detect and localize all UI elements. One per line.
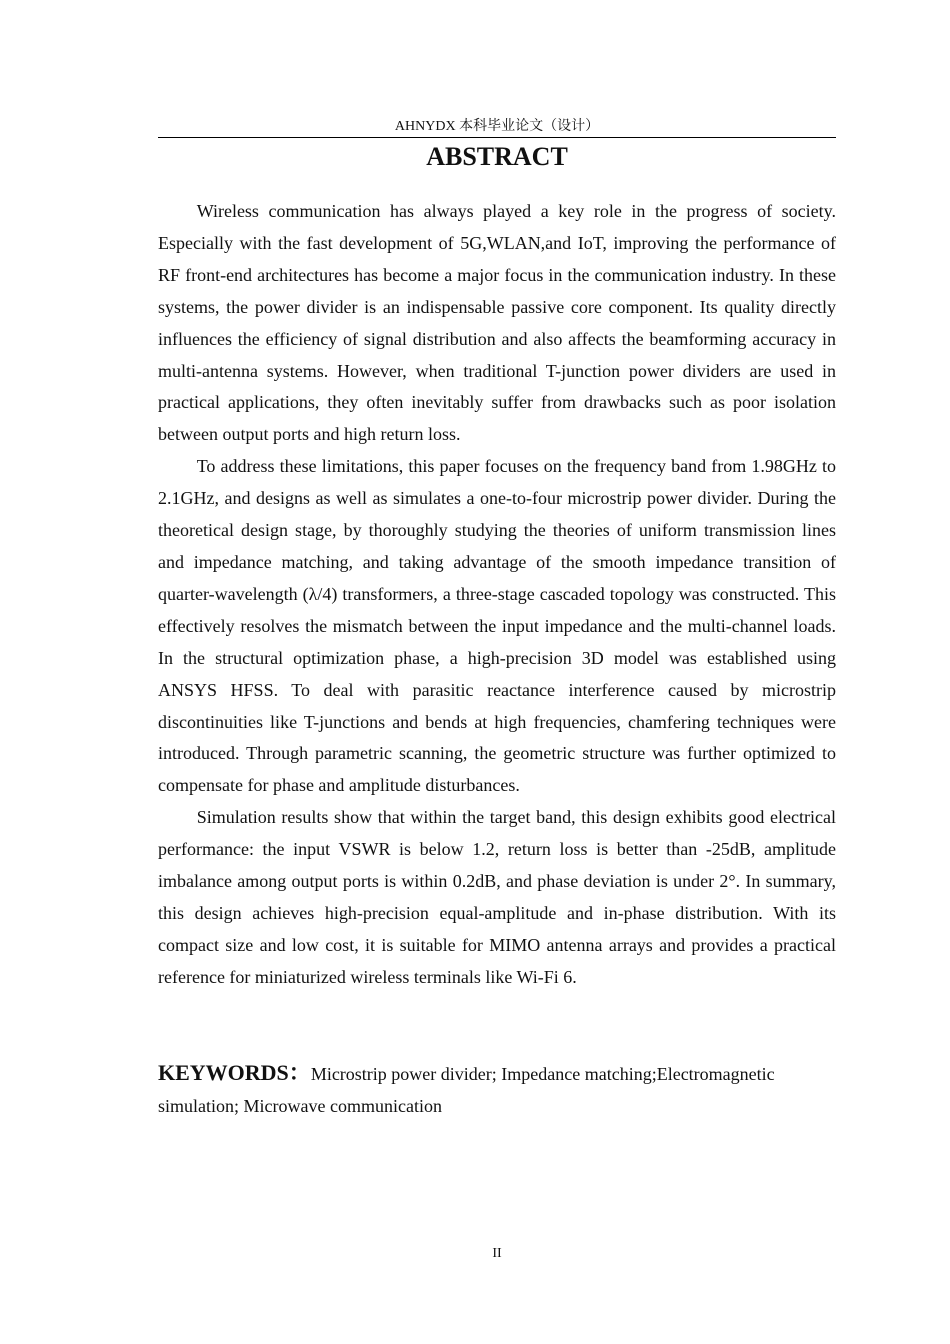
header-rule: [158, 137, 836, 138]
abstract-paragraph-3: Simulation results show that within the target band, this design exhibits good electrical performance: the input VSWR is below 1.2, return loss is better than -25dB, amplitude imbalance among output ports is within 0.2dB, and phase deviation is under 2°. In summary, this design achieves high-precision equal-amplitude and in-phase distribution. With its compact size and low cost, it is suitable for MIMO antenna arrays and provides a practical reference for miniaturized wireless terminals like Wi-Fi 6.: [158, 807, 836, 987]
page-number: II: [492, 1246, 502, 1261]
keywords-block: [158, 1057, 836, 1122]
abstract-paragraph-2: To address these limitations, this paper focuses on the frequency band from 1.98GHz to 2.1GHz, and designs as well as simulates a one-to-four microstrip power divider. During the theoretical design stage, by thoroughly studying the theories of uniform transmission lines and impedance matching, and taking advantage of the smooth impedance transition of quarter-wavelength (λ/4) transformers, a three-stage cascaded topology was constructed. This effectively resolves the mismatch between the input impedance and the multi-channel loads. In the structural optimization phase, a high-precision 3D model was established using ANSYS HFSS. To deal with parasitic reactance interference caused by microstrip discontinuities like T-junctions and bends at high frequencies, chamfering techniques were introduced. Through parametric scanning, the geometric structure was further optimized to compensate for phase and amplitude disturbances.: [158, 456, 836, 796]
abstract-title: ABSTRACT: [426, 142, 568, 171]
keywords-text: Microstrip power divider; Impedance matching;Electromagnetic simulation; Microwave communication: [158, 1064, 775, 1116]
keywords-label: KEYWORDS：: [158, 1060, 311, 1085]
running-header: AHNYDX 本科毕业论文（设计）: [394, 119, 600, 134]
abstract-paragraph-1: Wireless communication has always played a key role in the progress of society. Especially with the fast development of 5G,WLAN,and IoT, improving the performance of RF front-end architectures has become a major focus in the communication industry. In these systems, the power divider is an indispensable passive core component. Its quality directly influences the efficiency of signal distribution and also affects the beamforming accuracy in multi-antenna systems. However, when traditional T-junction power dividers are used in practical applications, they often inevitably suffer from drawbacks such as poor isolation between output ports and high return loss.: [158, 201, 836, 445]
abstract-body: [158, 196, 836, 994]
